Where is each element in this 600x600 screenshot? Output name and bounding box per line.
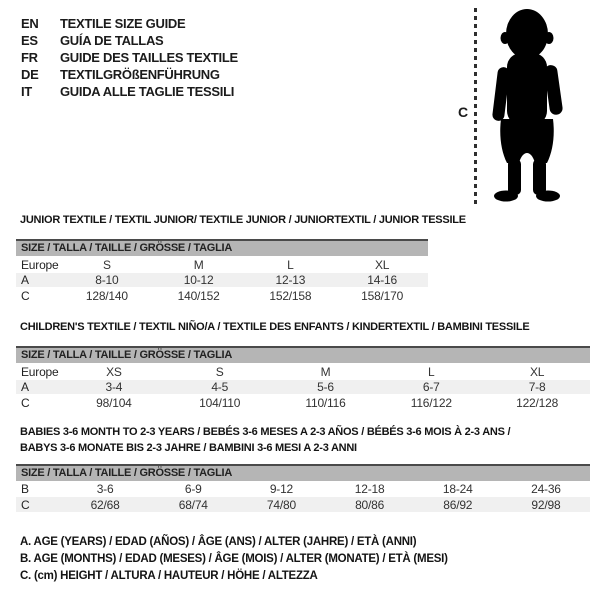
table-cell: 104/110 xyxy=(199,395,241,410)
table-cell: 140/152 xyxy=(177,288,220,303)
language-text: GUIDA ALLE TAGLIE TESSILI xyxy=(60,84,235,99)
table-cell: 9-12 xyxy=(269,482,294,496)
table-cell: 12-18 xyxy=(354,482,385,496)
table-row xyxy=(16,481,590,497)
height-measure-dotted-line xyxy=(474,8,477,208)
table-cell: 3-6 xyxy=(96,482,114,496)
babies-title-line2: BABYS 3-6 MONATE BIS 2-3 JAHRE / BAMBINI 3-6 MESI A 2-3 ANNI xyxy=(20,442,357,454)
table-cell: 7-8 xyxy=(528,380,546,394)
table-cell: L xyxy=(287,257,294,272)
language-row xyxy=(21,32,238,49)
size-header-bar: SIZE / TALLA / TAILLE / GRÖSSE / TAGLIA xyxy=(16,348,590,363)
language-code: DE xyxy=(21,67,39,82)
language-text: GUIDE DES TAILLES TEXTILE xyxy=(60,50,238,65)
size-header-bar: SIZE / TALLA / TAILLE / GRÖSSE / TAGLIA xyxy=(16,241,428,256)
table-cell: 158/170 xyxy=(361,288,404,303)
row-label: B xyxy=(21,482,29,496)
table-cell: 122/128 xyxy=(516,395,559,410)
language-code: IT xyxy=(21,84,32,99)
table-cell: 24-36 xyxy=(531,482,561,496)
legend-line-b: B. AGE (MONTHS) / EDAD (MESES) / ÂGE (MOIS) / ALTER (MONATE) / ETÀ (MESI) xyxy=(20,553,448,565)
table-cell: 8-10 xyxy=(95,273,119,287)
row-label: Europe xyxy=(21,257,59,272)
junior-size-table xyxy=(16,239,428,304)
table-cell: 10-12 xyxy=(183,273,214,287)
children-size-table xyxy=(16,346,590,411)
table-cell: 68/74 xyxy=(178,497,208,512)
table-row xyxy=(16,273,428,287)
table-cell: M xyxy=(320,364,331,379)
table-cell: 110/116 xyxy=(305,395,346,410)
table-row xyxy=(16,380,590,394)
table-row xyxy=(16,287,428,304)
table-cell: 98/104 xyxy=(96,395,132,410)
language-row xyxy=(21,83,238,100)
children-table-title: CHILDREN'S TEXTILE / TEXTIL NIÑO/A / TEXTILE DES ENFANTS / KINDERTEXTIL / BAMBINI TESSILE xyxy=(20,321,530,333)
babies-size-table xyxy=(16,464,590,512)
language-row xyxy=(21,66,238,83)
row-label: A xyxy=(21,380,29,394)
table-cell: 152/158 xyxy=(269,288,312,303)
language-code: FR xyxy=(21,50,38,65)
table-row xyxy=(16,394,590,411)
table-cell: XL xyxy=(529,364,545,379)
language-text: TEXTILGRÖßENFÜHRUNG xyxy=(60,67,220,82)
language-row xyxy=(21,15,238,32)
table-cell: M xyxy=(193,257,204,272)
table-cell: 14-16 xyxy=(367,273,397,287)
table-cell: 74/80 xyxy=(266,497,296,512)
table-cell: 6-9 xyxy=(184,482,202,496)
table-cell: XS xyxy=(106,364,122,379)
table-cell: 116/122 xyxy=(410,395,452,410)
junior-table-title: JUNIOR TEXTILE / TEXTIL JUNIOR/ TEXTILE JUNIOR / JUNIORTEXTIL / JUNIOR TESSILE xyxy=(20,214,466,226)
table-row xyxy=(16,256,428,273)
table-cell: 80/86 xyxy=(355,497,385,512)
language-list xyxy=(21,15,238,100)
row-label: C xyxy=(21,497,30,512)
table-cell: 4-5 xyxy=(211,380,229,394)
table-cell: 92/98 xyxy=(531,497,561,512)
table-cell: 128/140 xyxy=(85,288,128,303)
baby-silhouette-icon xyxy=(481,7,573,207)
legend-line-a: A. AGE (YEARS) / EDAD (AÑOS) / ÂGE (ANS) / ALTER (JAHRE) / ETÀ (ANNI) xyxy=(20,536,417,548)
row-label: Europe xyxy=(21,364,59,379)
table-cell: 86/92 xyxy=(443,497,473,512)
table-cell: 6-7 xyxy=(422,380,440,394)
row-label: C xyxy=(21,288,30,303)
table-cell: 5-6 xyxy=(317,380,334,394)
language-code: EN xyxy=(21,16,39,31)
row-label: A xyxy=(21,273,29,287)
height-marker-label: C xyxy=(458,104,469,120)
table-cell: L xyxy=(428,364,435,379)
table-cell: S xyxy=(102,257,111,272)
language-row xyxy=(21,49,238,66)
babies-table-title xyxy=(20,424,510,456)
legend xyxy=(20,536,448,587)
legend-line-c: C. (cm) HEIGHT / ALTURA / HAUTEUR / HÖHE / ALTEZZA xyxy=(20,570,318,582)
language-text: GUÍA DE TALLAS xyxy=(60,33,164,48)
table-row xyxy=(16,363,590,380)
table-cell: 18-24 xyxy=(442,482,473,496)
table-cell: 62/68 xyxy=(90,497,120,512)
table-row xyxy=(16,497,590,512)
table-cell: 12-13 xyxy=(275,273,306,287)
table-cell: XL xyxy=(374,257,390,272)
row-label: C xyxy=(21,395,30,410)
babies-title-line1: BABIES 3-6 MONTH TO 2-3 YEARS / BEBÉS 3-6 MESES A 2-3 AÑOS / BÉBÉS 3-6 MOIS À 2-3 ANS / xyxy=(20,426,511,438)
size-header-bar: SIZE / TALLA / TAILLE / GRÖSSE / TAGLIA xyxy=(16,466,590,481)
language-text: TEXTILE SIZE GUIDE xyxy=(60,16,186,31)
language-code: ES xyxy=(21,33,38,48)
table-cell: 3-4 xyxy=(105,380,123,394)
table-cell: S xyxy=(215,364,224,379)
